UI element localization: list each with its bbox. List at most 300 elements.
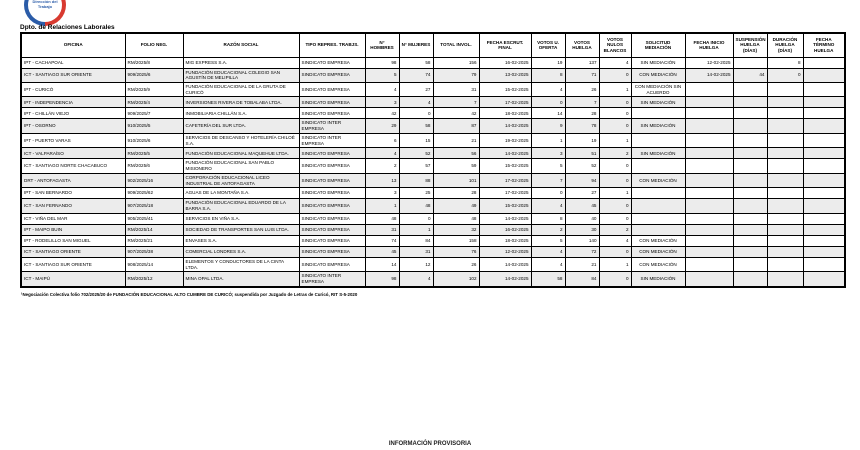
table-cell: 0 bbox=[599, 213, 631, 224]
table-cell bbox=[733, 133, 767, 147]
table-cell: 30 bbox=[565, 224, 599, 235]
table-cell bbox=[685, 159, 733, 173]
table-cell bbox=[631, 159, 685, 173]
table-row bbox=[21, 213, 845, 224]
table-cell: 13-02-2025 bbox=[479, 68, 531, 82]
table-cell: 12-02-2025 bbox=[479, 246, 531, 257]
table-cell: 158 bbox=[433, 235, 479, 246]
table-cell bbox=[733, 82, 767, 96]
table-cell: 4 bbox=[531, 257, 565, 271]
table-cell bbox=[685, 272, 733, 287]
table-cell: 56 bbox=[433, 148, 479, 159]
table-cell: 0 bbox=[399, 108, 433, 119]
table-cell bbox=[685, 133, 733, 147]
column-header: RAZÓN SOCIAL bbox=[183, 33, 299, 57]
table-cell: 29 bbox=[365, 119, 399, 133]
table-cell: SINDICATO EMPRESA bbox=[299, 108, 365, 119]
table-cell bbox=[733, 257, 767, 271]
table-cell: 74 bbox=[365, 235, 399, 246]
table-cell: 98 bbox=[365, 272, 399, 287]
table-cell: 19 bbox=[531, 57, 565, 68]
table-cell bbox=[767, 246, 803, 257]
table-cell bbox=[685, 82, 733, 96]
column-header: SOLICITUD MEDIACIÓN bbox=[631, 33, 685, 57]
column-header: VOTOS HUELGA bbox=[565, 33, 599, 57]
table-cell: 17-02-2025 bbox=[479, 188, 531, 199]
table-cell: 71 bbox=[565, 68, 599, 82]
table-cell: 15 bbox=[399, 133, 433, 147]
table-cell: 908/2025/14 bbox=[125, 257, 183, 271]
table-cell: 52 bbox=[399, 148, 433, 159]
table-cell: FUNDACIÓN EDUCACIONAL EDUARDO DE LA BARRA S.A. bbox=[183, 199, 299, 213]
table-row bbox=[21, 148, 845, 159]
table-cell: RM/2025/6 bbox=[125, 159, 183, 173]
table-cell: 5 bbox=[531, 235, 565, 246]
table-cell bbox=[733, 224, 767, 235]
table-cell: FUNDACIÓN EDUCACIONAL SAN PABLO MISIONERO bbox=[183, 159, 299, 173]
table-cell: INMOBILIARIA CHILLÁN S.A. bbox=[183, 108, 299, 119]
table-cell: INVERSIONES RIVERA DE TOBALABA LTDA. bbox=[183, 97, 299, 108]
table-cell: 28 bbox=[433, 188, 479, 199]
table-cell bbox=[803, 57, 845, 68]
table-cell bbox=[733, 199, 767, 213]
table-cell: SINDICATO EMPRESA bbox=[299, 148, 365, 159]
table-cell: 0 bbox=[599, 108, 631, 119]
table-row bbox=[21, 68, 845, 82]
table-cell bbox=[767, 199, 803, 213]
table-cell bbox=[803, 272, 845, 287]
table-cell bbox=[631, 224, 685, 235]
column-header: FECHA INICIO HUELGA bbox=[685, 33, 733, 57]
table-cell: 16-02-2025 bbox=[479, 57, 531, 68]
table-cell: 4 bbox=[599, 235, 631, 246]
table-cell: 907/2025/38 bbox=[125, 246, 183, 257]
table-cell: 98 bbox=[365, 57, 399, 68]
table-cell: 26 bbox=[565, 82, 599, 96]
table-cell: 42 bbox=[365, 108, 399, 119]
table-cell bbox=[803, 235, 845, 246]
table-cell bbox=[631, 213, 685, 224]
table-cell: 57 bbox=[399, 159, 433, 173]
table-cell bbox=[767, 188, 803, 199]
table-cell bbox=[685, 108, 733, 119]
table-cell: RM/2025/9 bbox=[125, 82, 183, 96]
table-cell bbox=[803, 213, 845, 224]
table-cell bbox=[767, 257, 803, 271]
table-cell: 3 bbox=[365, 188, 399, 199]
table-cell bbox=[733, 188, 767, 199]
table-cell: SIN MEDIACIÓN bbox=[631, 57, 685, 68]
direccion-del-trabajo-logo-icon bbox=[24, 0, 66, 26]
table-cell bbox=[685, 199, 733, 213]
table-cell bbox=[767, 97, 803, 108]
table-cell bbox=[767, 173, 803, 187]
table-cell bbox=[803, 246, 845, 257]
table-cell: FUNDACIÓN EDUCACIONAL COLEGIO SAN AGUSTÍN DE MELIPILLA bbox=[183, 68, 299, 82]
table-row bbox=[21, 257, 845, 271]
table-cell: 4 bbox=[531, 82, 565, 96]
table-cell: 1 bbox=[599, 133, 631, 147]
table-cell: 44 bbox=[733, 68, 767, 82]
table-cell: SERVICIOS EN VIÑA S.A. bbox=[183, 213, 299, 224]
table-cell: SIN MEDIACIÓN bbox=[631, 119, 685, 133]
table-cell bbox=[767, 119, 803, 133]
table-cell: 12 bbox=[399, 257, 433, 271]
table-cell: IPT - RODELILLO SAN MIGUEL bbox=[21, 235, 125, 246]
table-cell: RM/2025/5 bbox=[125, 148, 183, 159]
table-cell: SINDICATO INTER EMPRESA bbox=[299, 133, 365, 147]
table-cell: IPT - INDEPENDENCIA bbox=[21, 97, 125, 108]
table-cell bbox=[803, 199, 845, 213]
bottom-caption: INFORMACIÓN PROVISORIA bbox=[388, 441, 472, 447]
table-cell: 14 bbox=[365, 257, 399, 271]
table-cell: 48 bbox=[433, 213, 479, 224]
logo-text: Dirección del Trabajo bbox=[32, 0, 58, 9]
table-cell: CON MEDIACIÓN bbox=[631, 257, 685, 271]
table-cell: 18-02-2025 bbox=[479, 108, 531, 119]
table-cell: 910/2025/5 bbox=[125, 119, 183, 133]
table-cell: 4 bbox=[531, 246, 565, 257]
table-cell: 48 bbox=[365, 213, 399, 224]
table-cell: SINDICATO EMPRESA bbox=[299, 82, 365, 96]
table-cell: 13 bbox=[365, 173, 399, 187]
table-cell bbox=[767, 108, 803, 119]
table-cell: AGUAS DE LA MONTAÑA S.A. bbox=[183, 188, 299, 199]
table-cell: SINDICATO EMPRESA bbox=[299, 57, 365, 68]
table-cell bbox=[767, 148, 803, 159]
table-cell: 4 bbox=[365, 148, 399, 159]
table-cell: 14-02-2025 bbox=[479, 148, 531, 159]
table-cell: 32 bbox=[433, 224, 479, 235]
table-row bbox=[21, 246, 845, 257]
table-cell: 49 bbox=[433, 199, 479, 213]
table-cell: 5 bbox=[365, 68, 399, 82]
table-cell: 79 bbox=[433, 68, 479, 82]
table-cell bbox=[767, 213, 803, 224]
table-cell: 1 bbox=[365, 199, 399, 213]
table-cell: 25 bbox=[399, 188, 433, 199]
table-cell: SINDICATO EMPRESA bbox=[299, 235, 365, 246]
table-cell: 52 bbox=[565, 159, 599, 173]
table-cell: ICT - VALPARAÍSO bbox=[21, 148, 125, 159]
table-cell bbox=[733, 108, 767, 119]
table-cell bbox=[803, 257, 845, 271]
column-header: DURACIÓN HUELGA (DÍAS) bbox=[767, 33, 803, 57]
table-cell: SINDICATO EMPRESA bbox=[299, 68, 365, 82]
table-cell: 12-02-2025 bbox=[685, 57, 733, 68]
table-cell: 1 bbox=[599, 82, 631, 96]
table-cell: SINDICATO EMPRESA bbox=[299, 213, 365, 224]
table-cell: CON MEDIACIÓN bbox=[631, 173, 685, 187]
table-cell bbox=[803, 68, 845, 82]
table-cell: IPT - SAN BERNARDO bbox=[21, 188, 125, 199]
table-cell: 909/2025/7 bbox=[125, 108, 183, 119]
table-cell bbox=[685, 257, 733, 271]
table-cell: SINDICATO EMPRESA bbox=[299, 246, 365, 257]
table-cell: 905/2025/41 bbox=[125, 213, 183, 224]
table-cell: 9 bbox=[531, 119, 565, 133]
table-cell: SINDICATO EMPRESA bbox=[299, 188, 365, 199]
table-cell: FUNDACIÓN EDUCACIONAL DE LA GRUTA DE CURICÓ bbox=[183, 82, 299, 96]
table-cell: 7 bbox=[433, 97, 479, 108]
table-cell: 7 bbox=[565, 97, 599, 108]
table-cell: ICT - SAN FERNANDO bbox=[21, 199, 125, 213]
table-cell bbox=[767, 82, 803, 96]
table-cell: CORPORACIÓN EDUCACIONAL LICEO INDUSTRIAL DE ANTOFAGASTA bbox=[183, 173, 299, 187]
table-row bbox=[21, 133, 845, 147]
table-cell: 7 bbox=[531, 173, 565, 187]
table-cell: ICT - SANTIAGO ORIENTE bbox=[21, 246, 125, 257]
table-cell: 14-02-2025 bbox=[685, 68, 733, 82]
table-cell: 8 bbox=[531, 213, 565, 224]
table-cell: 58 bbox=[399, 57, 433, 68]
table-cell: FUNDACIÓN EDUCACIONAL MAQUEHUE LTDA. bbox=[183, 148, 299, 159]
table-cell: SINDICATO EMPRESA bbox=[299, 199, 365, 213]
table-cell: CON MEDIACIÓN bbox=[631, 246, 685, 257]
table-cell: SIN MEDIACIÓN bbox=[631, 148, 685, 159]
table-cell bbox=[733, 246, 767, 257]
table-cell bbox=[767, 159, 803, 173]
table-cell: 14-02-2025 bbox=[479, 119, 531, 133]
table-cell: 1 bbox=[399, 224, 433, 235]
column-header: FECHA ESCRUT. FINAL bbox=[479, 33, 531, 57]
table-cell bbox=[767, 235, 803, 246]
table-cell: IPT - CURICÓ bbox=[21, 82, 125, 96]
table-cell: 140 bbox=[565, 235, 599, 246]
table-cell bbox=[733, 173, 767, 187]
table-cell: SINDICATO EMPRESA bbox=[299, 257, 365, 271]
table-cell: IPT - PUERTO VARAS bbox=[21, 133, 125, 147]
table-cell: RM/2025/14 bbox=[125, 224, 183, 235]
table-row bbox=[21, 97, 845, 108]
table-cell: SIN MEDIACIÓN bbox=[631, 97, 685, 108]
table-cell: 58 bbox=[399, 119, 433, 133]
table-cell: 15-02-2025 bbox=[479, 82, 531, 96]
table-cell: 31 bbox=[365, 224, 399, 235]
strikes-table bbox=[20, 32, 846, 288]
footnote: ¹Negociación Colectiva folio 702/2025/20 de FUNDACIÓN EDUCACIONAL ALTO CUMBRE DE CURICÓ; suspendida por Juzgado de Letras de Curicó, RIT S-5-2020 bbox=[21, 292, 358, 297]
table-cell bbox=[685, 224, 733, 235]
table-cell: 1 bbox=[531, 133, 565, 147]
table-cell: 0 bbox=[599, 173, 631, 187]
table-cell: 0 bbox=[599, 272, 631, 287]
table-cell bbox=[767, 133, 803, 147]
logo-inner-circle bbox=[28, 0, 62, 22]
table-cell: 17-02-2025 bbox=[479, 173, 531, 187]
table-cell bbox=[803, 148, 845, 159]
table-cell bbox=[685, 148, 733, 159]
column-header: OFICINA bbox=[21, 33, 125, 57]
table-row bbox=[21, 108, 845, 119]
table-cell bbox=[767, 224, 803, 235]
table-cell: 0 bbox=[599, 68, 631, 82]
table-cell: 14-02-2025 bbox=[479, 213, 531, 224]
table-cell: ICT - SANTIAGO SUR ORIENTE bbox=[21, 257, 125, 271]
table-cell: 3 bbox=[531, 148, 565, 159]
table-cell bbox=[803, 82, 845, 96]
table-cell bbox=[803, 97, 845, 108]
table-cell: 84 bbox=[565, 272, 599, 287]
table-cell: 2 bbox=[531, 224, 565, 235]
table-cell: 45 bbox=[365, 246, 399, 257]
table-cell: 0 bbox=[767, 68, 803, 82]
table-cell: SINDICATO EMPRESA bbox=[299, 173, 365, 187]
table-row bbox=[21, 159, 845, 173]
table-cell bbox=[685, 97, 733, 108]
table-cell: 907/2025/18 bbox=[125, 199, 183, 213]
table-row bbox=[21, 57, 845, 68]
table-row bbox=[21, 173, 845, 187]
table-row bbox=[21, 188, 845, 199]
column-header: TOTAL INVOL. bbox=[433, 33, 479, 57]
table-cell: 0 bbox=[531, 97, 565, 108]
table-cell: 2 bbox=[365, 159, 399, 173]
table-cell bbox=[685, 119, 733, 133]
table-row bbox=[21, 272, 845, 287]
table-cell: IPT - CHILLÁN VIEJO bbox=[21, 108, 125, 119]
column-header: FOLIO NEG. bbox=[125, 33, 183, 57]
table-cell: 156 bbox=[433, 57, 479, 68]
strikes-table-container bbox=[20, 32, 846, 288]
table-cell bbox=[733, 235, 767, 246]
column-header: VOTOS U. OFERTA bbox=[531, 33, 565, 57]
table-cell: SINDICATO EMPRESA bbox=[299, 224, 365, 235]
table-cell: 4 bbox=[399, 272, 433, 287]
table-cell bbox=[803, 119, 845, 133]
column-header: TIPO REPRES. TRABJS. bbox=[299, 33, 365, 57]
table-cell: 17-02-2025 bbox=[479, 97, 531, 108]
table-cell bbox=[631, 188, 685, 199]
table-cell: 18-02-2025 bbox=[479, 235, 531, 246]
table-cell: 40 bbox=[565, 213, 599, 224]
table-cell bbox=[803, 133, 845, 147]
table-cell: 87 bbox=[433, 119, 479, 133]
table-cell: 19 bbox=[565, 133, 599, 147]
table-cell: 74 bbox=[399, 68, 433, 82]
table-cell: ICT - VIÑA DEL MAR bbox=[21, 213, 125, 224]
table-cell bbox=[631, 108, 685, 119]
table-cell: RM/2025/4 bbox=[125, 97, 183, 108]
department-title: Dpto. de Relaciones Laborales bbox=[20, 24, 115, 31]
table-cell: 42 bbox=[433, 108, 479, 119]
table-cell: 101 bbox=[433, 173, 479, 187]
table-cell: 27 bbox=[565, 188, 599, 199]
table-cell: CAFETERÍA DEL SUR LTDA. bbox=[183, 119, 299, 133]
table-cell: COMERCIAL LONDRES S.A. bbox=[183, 246, 299, 257]
table-cell: 15-02-2025 bbox=[479, 159, 531, 173]
table-cell: SINDICATO INTER EMPRESA bbox=[299, 119, 365, 133]
table-cell: 58 bbox=[531, 272, 565, 287]
table-row bbox=[21, 224, 845, 235]
table-cell: 21 bbox=[565, 257, 599, 271]
column-header: N° MUJERES bbox=[399, 33, 433, 57]
table-cell: 0 bbox=[599, 246, 631, 257]
table-cell: 31 bbox=[399, 246, 433, 257]
table-cell bbox=[803, 159, 845, 173]
table-cell: ELEMENTOS Y CONDUCTORES DE LA CINTA LTDA. bbox=[183, 257, 299, 271]
table-cell: SINDICATO EMPRESA bbox=[299, 97, 365, 108]
table-cell bbox=[803, 108, 845, 119]
table-cell: 94 bbox=[565, 173, 599, 187]
table-cell: 14 bbox=[531, 108, 565, 119]
table-cell: 72 bbox=[565, 246, 599, 257]
table-cell: 45 bbox=[565, 199, 599, 213]
table-cell: 5 bbox=[531, 159, 565, 173]
table-cell bbox=[733, 272, 767, 287]
table-cell: 8 bbox=[767, 57, 803, 68]
table-cell: 4 bbox=[599, 57, 631, 68]
table-cell: 14-02-2025 bbox=[479, 272, 531, 287]
table-cell: 31 bbox=[433, 82, 479, 96]
table-cell: RM/2025/8 bbox=[125, 57, 183, 68]
table-cell: 102 bbox=[433, 272, 479, 287]
table-cell: 902/2025/16 bbox=[125, 173, 183, 187]
table-cell: CON MEDIACIÓN SIN ACUERDO bbox=[631, 82, 685, 96]
table-cell: 1 bbox=[599, 257, 631, 271]
table-cell: 51 bbox=[565, 148, 599, 159]
table-cell: 3 bbox=[365, 97, 399, 108]
table-cell: 14-02-2025 bbox=[479, 257, 531, 271]
table-cell bbox=[733, 119, 767, 133]
table-cell bbox=[685, 188, 733, 199]
table-row bbox=[21, 82, 845, 96]
table-cell: SIN MEDIACIÓN bbox=[631, 272, 685, 287]
table-cell: SOCIEDAD DE TRANSPORTES SAN LUIS LTDA. bbox=[183, 224, 299, 235]
table-cell: 26 bbox=[433, 257, 479, 271]
table-header-row bbox=[21, 33, 845, 57]
table-cell bbox=[803, 173, 845, 187]
table-cell: 2 bbox=[599, 224, 631, 235]
table-cell: 59 bbox=[433, 159, 479, 173]
table-cell: RM/2025/12 bbox=[125, 272, 183, 287]
table-row bbox=[21, 235, 845, 246]
table-row bbox=[21, 199, 845, 213]
column-header: FECHA TÉRMINO HUELGA bbox=[803, 33, 845, 57]
table-cell: 910/2025/6 bbox=[125, 133, 183, 147]
table-cell: 0 bbox=[599, 119, 631, 133]
table-cell: 28 bbox=[565, 108, 599, 119]
table-cell: SERVICIOS DE DESCANSO Y HOTELERÍA CHILOÉ S.A. bbox=[183, 133, 299, 147]
table-cell: 0 bbox=[531, 188, 565, 199]
table-cell: SINDICATO INTER EMPRESA bbox=[299, 272, 365, 287]
table-cell bbox=[685, 235, 733, 246]
table-cell: 909/2025/62 bbox=[125, 188, 183, 199]
table-cell: 6 bbox=[365, 133, 399, 147]
table-cell: 0 bbox=[399, 213, 433, 224]
table-cell bbox=[685, 246, 733, 257]
table-cell bbox=[733, 57, 767, 68]
table-cell: 84 bbox=[399, 235, 433, 246]
table-cell: ENVASES S.A. bbox=[183, 235, 299, 246]
table-cell: 48 bbox=[399, 199, 433, 213]
table-cell: 78 bbox=[565, 119, 599, 133]
table-cell bbox=[733, 97, 767, 108]
table-cell: 2 bbox=[599, 148, 631, 159]
table-cell: 27 bbox=[399, 82, 433, 96]
table-cell bbox=[685, 173, 733, 187]
table-cell: IPT - OSORNO bbox=[21, 119, 125, 133]
table-cell: SINDICATO EMPRESA bbox=[299, 159, 365, 173]
column-header: N° HOMBRES bbox=[365, 33, 399, 57]
table-cell: CON MEDIACIÓN bbox=[631, 235, 685, 246]
table-cell: IPT - MAIPO BUIN bbox=[21, 224, 125, 235]
table-cell: 16-02-2025 bbox=[479, 224, 531, 235]
table-cell: 15-02-2025 bbox=[479, 199, 531, 213]
table-cell bbox=[803, 188, 845, 199]
table-cell: ICT - MAIPÚ bbox=[21, 272, 125, 287]
table-cell: 4 bbox=[531, 199, 565, 213]
table-cell: ICT - SANTIAGO NORTE CHACABUCO bbox=[21, 159, 125, 173]
